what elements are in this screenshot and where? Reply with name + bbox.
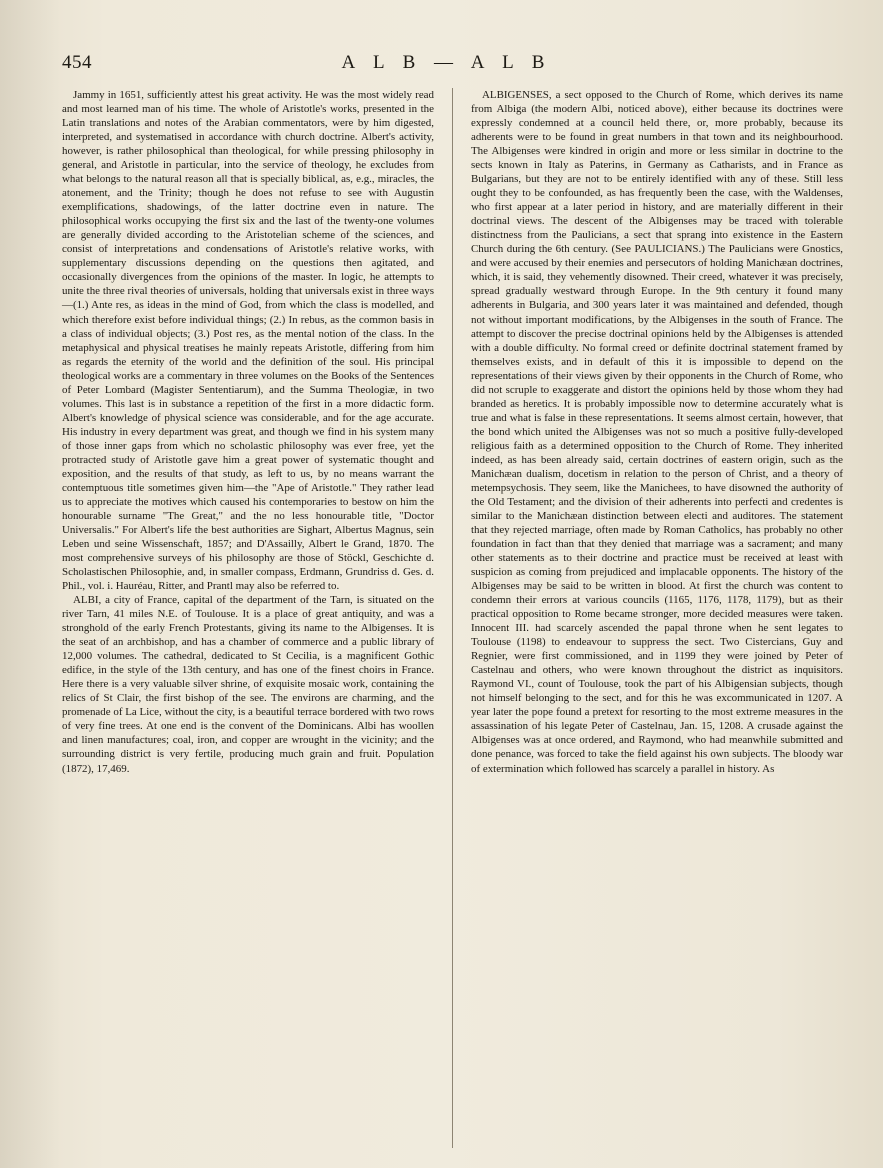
page-number: 454 bbox=[62, 52, 92, 73]
page-header bbox=[62, 52, 831, 80]
paragraph-albi: ALBI, a city of France, capital of the department of the Tarn, is situated on the river Tarn, 41 miles N.E. of Toulouse. It is a place of great antiquity, and was a stronghold of the early French Protestants, giving its name to the Albigenses. It is the seat of an archbishop, and has a chamber of commerce and a public library of 12,000 volumes. The cathedral, dedicated to St Cecilia, is a magnificent Gothic edifice, in the style of the 13th century, and has one of the finest choirs in France. Here there is a very valuable silver shrine, of exquisite mosaic work, containing the relics of St Clair, the first bishop of the see. The environs are charming, and the promenade of La Lice, without the city, is a beautiful terrace bordered with two rows of very fine trees. At one end is the convent of the Dominicans. Albi has woollen and linen manufactures; coal, iron, and copper are wrought in the vicinity; and the surrounding district is very fertile, producing much grain and fruit. Population (1872), 17,469. bbox=[62, 594, 434, 775]
paragraph-albert-continued: Jammy in 1651, sufficiently attest his great activity. He was the most widely read and most learned man of his time. The whole of Aristotle's works, presented in the Latin translations and notes of the Arabian commentators, were by him digested, interpreted, and systematised in accordance with church doctrine. Albert's activity, however, is rather philosophical than theological, for while pressing philosophy in general, and Aristotle in particular, into the service of theology, he excludes from what belongs to the natural reason all that is specially biblical, as, e.g., miracles, the atonement, and the Trinity; though he does not refuse to see with Augustin exemplifications, shadowings, of the latter doctrine even in nature. The philosophical works occupying the first six and the last of the twenty-one volumes are generally divided according to the Aristotelian scheme of the sciences, and consist of interpretations and condensations of Aristotle's relative works, with supplementary discussions depending on the questions then agitated, and occasionally divergences from the opinions of the master. In logic, he attempts to unite the three rival theories of universals, holding that universals exist in three ways—(1.) Ante res, as ideas in the mind of God, from which the class is modelled, and which therefore exist before individual things; (2.) In rebus, as the common basis in a class of individual objects; (3.) Post res, as the mental notion of the class. In the metaphysical and physical treatises he mainly repeats Aristotle, differing from him as regards the eternity of the world and the definition of the soul. His principal theological works are a commentary in three volumes on the Books of the Sentences of Peter Lombard (Magister Sententiarum), and the Summa Theologiæ, in two volumes. This last is in substance a repetition of the first in a more didactic form. Albert's knowledge of physical science was considerable, and for the age accurate. His industry in every department was great, and though we find in his system many of those inner gaps from which no scholastic philosophy was ever free, yet the protracted study of Aristotle gave him a great power of systematic thought and exposition, and the results of that study, as left to us, by no means warrant the contemptuous title sometimes given him—the "Ape of Aristotle." They rather lead us to appreciate the motives which caused his contemporaries to bestow on him the honourable surname "The Great," and the no less honourable title, "Doctor Universalis." For Albert's life the best authorities are Sighart, Albertus Magnus, sein Leben und seine Wissenschaft, 1857; and D'Assailly, Albert le Grand, 1870. The most comprehensive surveys of his philosophy are those of Stöckl, Geschichte d. Scholastischen Philosophie, and, in smaller compass, Erdmann, Grundriss d. Ges. d. Phil., vol. i. Hauréau, Ritter, and Prantl may also be referred to. bbox=[62, 89, 434, 593]
right-column bbox=[471, 88, 843, 776]
left-column bbox=[62, 88, 434, 776]
paragraph-albigenses: ALBIGENSES, a sect opposed to the Church of Rome, which derives its name from Albiga (the modern Albi, noticed above), either because its doctrines were expressly condemned at a council held there, or, more probably, because its adherents were to be found in great numbers in that town and its neighbourhood. The Albigenses were kindred in origin and more or less similar in doctrine to the sects known in Italy as Paterins, in Germany as Catharists, and in France as Bulgarians, but they are not to be entirely identified with any of these. Still less ought they to be confounded, as has frequently been the case, with the Waldenses, who first appear at a later period in history, and are materially different in their doctrinal views. The descent of the Albigenses may be traced with tolerable distinctness from the Paulicians, a sect that sprang into existence in the Eastern Church during the 6th century. (See PAULICIANS.) The Paulicians were Gnostics, and were accused by their enemies and persecutors of holding Manichæan doctrines, which, it is said, they vehemently disowned. Their creed, whatever it was precisely, spread gradually westward through Europe. In the 9th century it found many adherents in Bulgaria, and 300 years later it was maintained and defended, though not without important modifications, by the Albigenses in the south of France. The attempt to discover the precise doctrinal opinions held by the Albigenses is attended with a double difficulty. No formal creed or definite doctrinal statement framed by themselves exists, and in default of this it is impossible to depend on the representations of their views given by their opponents in the Church of Rome, who did not scruple to exaggerate and distort the opinions held by those whom they had branded as heretics. It is probably impossible now to determine accurately what is true and what is false in these representations. It seems almost certain, however, that the bond which united the Albigenses was not so much a positive fully-developed religious faith as a determined opposition to the Church of Rome. They inherited indeed, as has been already said, certain doctrines of eastern origin, such as the Manichæan dualism, docetism in relation to the person of Christ, and a theory of metempsychosis. They seem, like the Manichees, to have disowned the authority of the Old Testament; and the division of their adherents into perfecti and credentes is similar to the Manichæan distinction between electi and auditores. The statement that they rejected marriage, often made by Roman Catholics, has probably no other foundation in fact than that they denied that marriage was a sacrament; and many other statements as to their doctrine and practice must be received at least with suspicion as coming from prejudiced and implacable opponents. The history of the Albigenses may be said to be written in blood. At first the church was content to condemn their errors at various councils (1165, 1176, 1178, 1179), but as their practical opposition to Rome became stronger, more decided measures were taken. Innocent III. had scarcely ascended the papal throne when he sent legates to Toulouse (1198) to endeavour to suppress the sect. Two Cistercians, Guy and Regnier, were first commissioned, and in 1199 they were joined by Peter of Castelnau and others, who were known throughout the district as inquisitors. Raymond VI., count of Toulouse, took the part of his Albigensian subjects, though not himself belonging to the sect, and for this he was excommunicated in 1207. A year later the pope found a pretext for resorting to the most extreme measures in the assassination of his legate Peter of Castelnau, Jan. 15, 1208. A crusade against the Albigenses was at once ordered, and Raymond, who had meanwhile submitted and done penance, was forced to take the field against his own subjects. The bloody war of extermination which followed has scarcely a parallel in history. As bbox=[471, 89, 843, 775]
column-divider bbox=[452, 88, 453, 1148]
text-columns bbox=[62, 88, 843, 1148]
running-head: A L B — A L B bbox=[341, 52, 552, 73]
